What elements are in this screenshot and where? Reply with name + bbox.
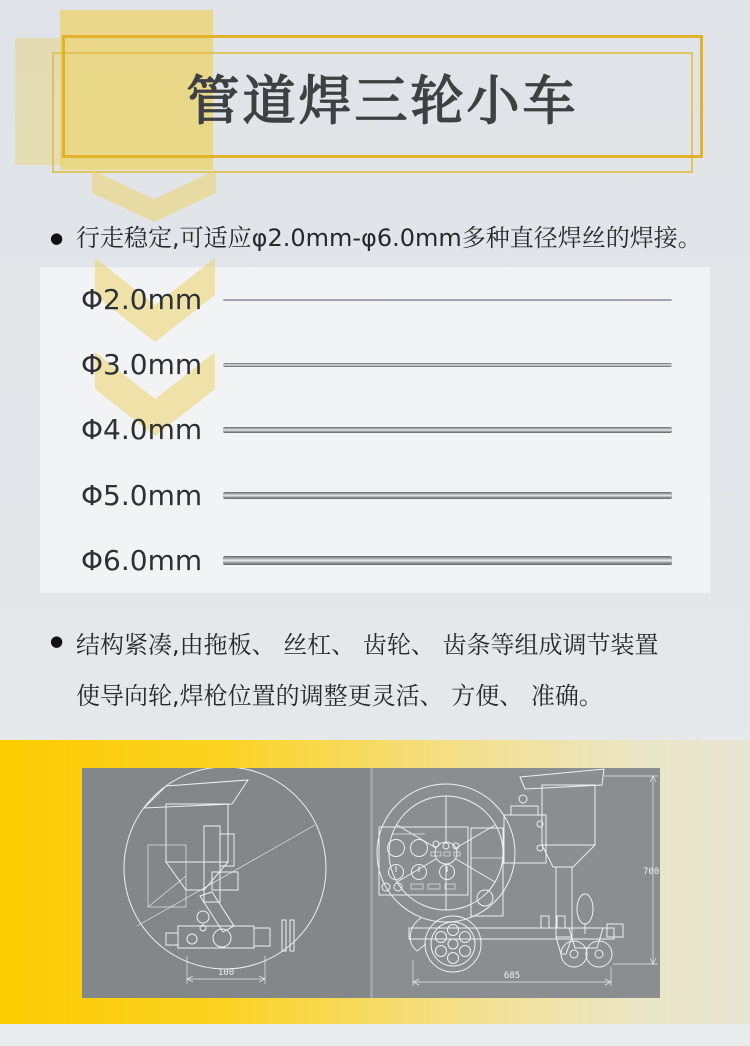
bullet-icon: ● <box>50 632 64 650</box>
feature-text-line1: 结构紧凑,由拖板、 丝杠、 齿轮、 齿条等组成调节装置 <box>76 631 659 659</box>
blueprint-front-view <box>373 768 660 998</box>
blueprint-side-view <box>82 768 370 998</box>
wire-diameter-label: Φ2.0mm <box>81 283 203 317</box>
wire-row <box>40 332 710 397</box>
dimension-label: 100 <box>217 968 235 978</box>
wire-diameter-label: Φ4.0mm <box>81 413 203 447</box>
wire-diameter-label: Φ3.0mm <box>81 348 203 382</box>
blueprint-panel <box>82 768 659 998</box>
dimension-label: 685 <box>503 971 521 981</box>
wire-sample-line <box>223 556 672 565</box>
wire-sample-line <box>223 492 672 499</box>
wire-diameter-card <box>40 267 710 593</box>
wire-row <box>40 528 710 593</box>
page-title: 管道焊三轮小车 <box>186 70 579 132</box>
feature-text-line2: 使导向轮,焊枪位置的调整更灵活、 方便、 准确。 <box>76 682 603 710</box>
feature-item-1 <box>50 222 742 255</box>
bullet-icon: ● <box>50 229 64 247</box>
wire-sample-line <box>223 363 672 367</box>
chevron-down-icon <box>92 170 216 222</box>
feature-text: 行走稳定,可适应φ2.0mm-φ6.0mm多种直径焊丝的焊接。 <box>76 224 702 252</box>
feature-item-2 <box>50 620 742 722</box>
wire-row <box>40 463 710 528</box>
feature-text <box>76 620 659 722</box>
wire-sample-line <box>223 299 672 301</box>
front-view-line-art <box>373 768 660 998</box>
side-view-line-art <box>82 768 370 998</box>
wire-sample-line <box>223 427 672 433</box>
wire-diameter-label: Φ6.0mm <box>81 543 203 577</box>
wire-diameter-label: Φ5.0mm <box>81 478 203 512</box>
dimension-label: 700 <box>643 867 660 877</box>
